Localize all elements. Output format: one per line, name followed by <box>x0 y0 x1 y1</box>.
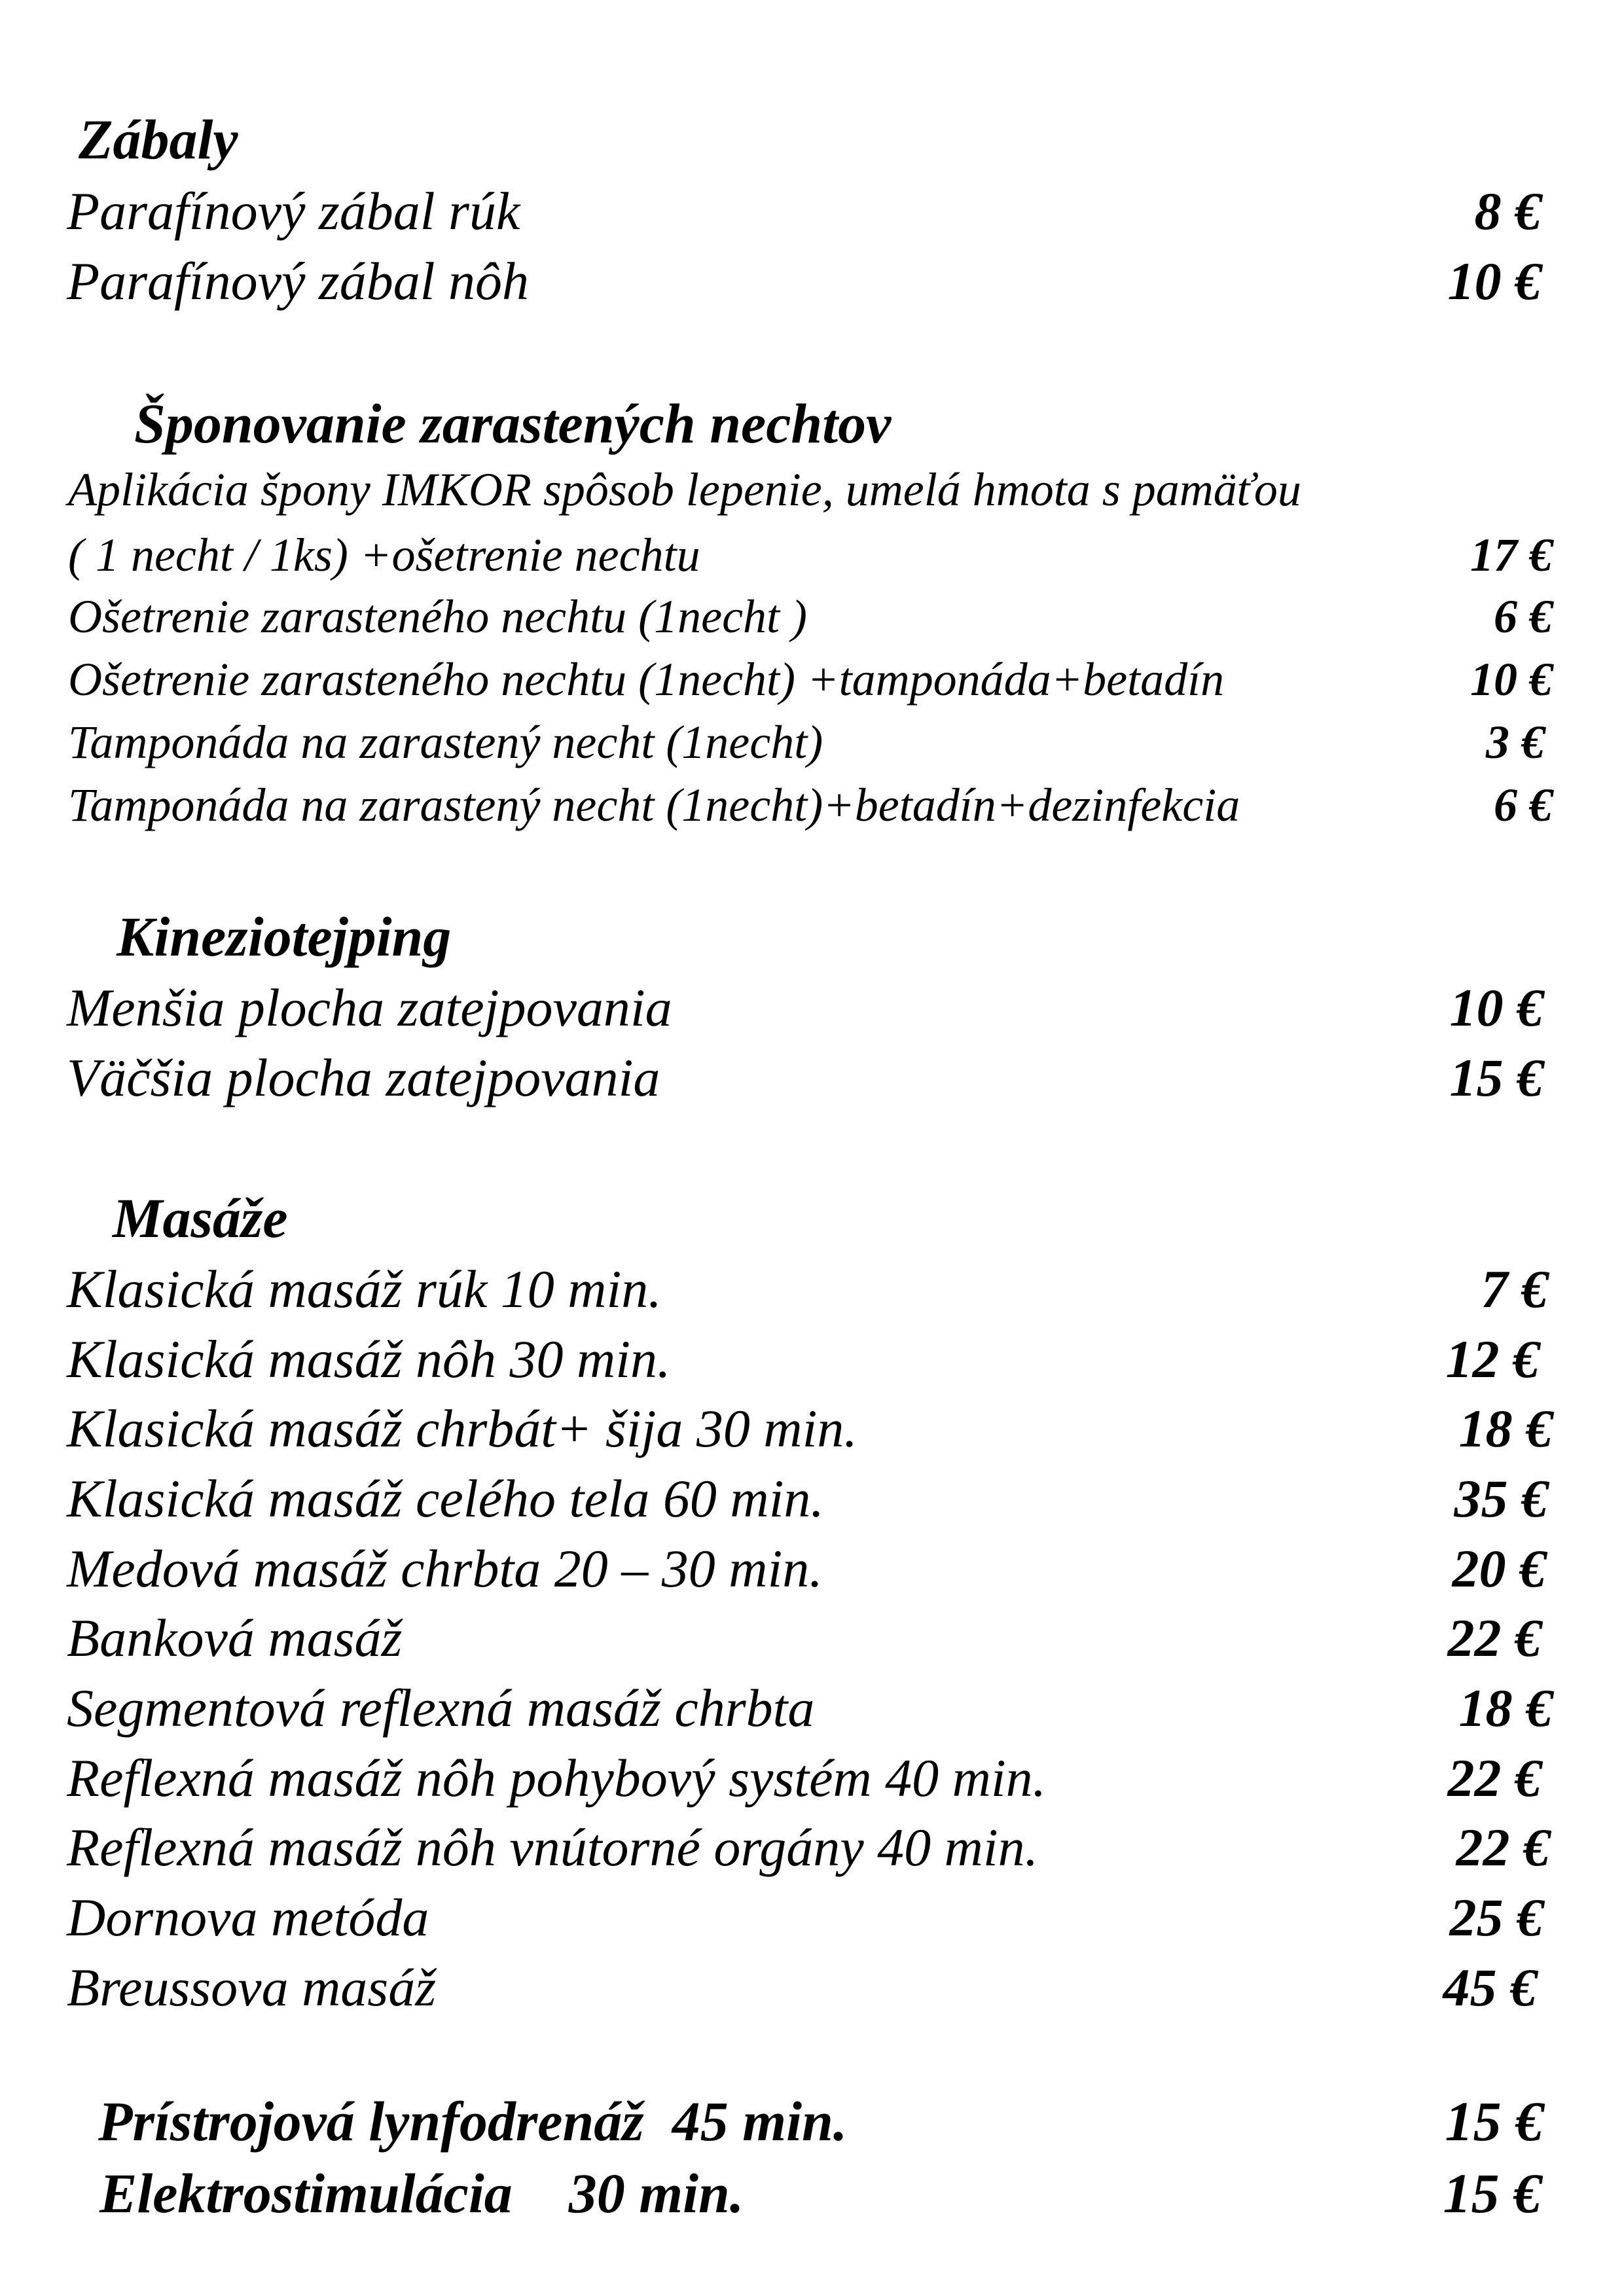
service-price: 22 € <box>1456 1818 1550 1877</box>
service-price-bold: 15 € <box>1445 2090 1543 2153</box>
service-price: 3 € <box>1486 716 1545 768</box>
service-name-bold: Elektrostimulácia 30 min. <box>99 2162 744 2225</box>
service-price: 7 € <box>1481 1259 1548 1319</box>
service-price: 25 € <box>1449 1888 1543 1947</box>
section-intro: Aplikácia špony IMKOR spôsob lepenie, umelá hmota s pamäťou <box>68 463 1301 516</box>
service-price: 10 € <box>1447 251 1542 311</box>
service-price: 6 € <box>1494 779 1553 831</box>
service-name: Klasická masáž celého tela 60 min. <box>67 1469 824 1528</box>
section-title-kineziotejping: Kineziotejping <box>117 905 452 968</box>
service-price: 10 € <box>1470 653 1553 706</box>
service-name: Tamponáda na zarastený necht (1necht) <box>68 716 823 768</box>
service-name: Parafínový zábal rúk <box>67 181 520 241</box>
service-price-bold: 15 € <box>1443 2162 1542 2225</box>
service-name: Väčšia plocha zatejpovania <box>67 1048 660 1107</box>
service-name: Ošetrenie zarasteného nechtu (1necht) +tamponáda+betadín <box>68 653 1225 706</box>
section-title-zabaly: Zábaly <box>79 108 238 171</box>
service-price: 18 € <box>1458 1678 1553 1738</box>
service-name: Menšia plocha zatejpovania <box>67 978 672 1037</box>
service-name: Klasická masáž chrbát+ šija 30 min. <box>67 1399 857 1458</box>
section-title-sponovanie: Šponovanie zarastených nechtov <box>134 392 892 455</box>
service-name: Tamponáda na zarastený necht (1necht)+betadín+dezinfekcia <box>68 779 1240 831</box>
service-name: Dornova metóda <box>67 1888 429 1947</box>
service-price: 10 € <box>1449 978 1543 1037</box>
service-name: Ošetrenie zarasteného nechtu (1necht ) <box>68 590 808 643</box>
service-price: 12 € <box>1445 1329 1540 1389</box>
service-name: Reflexná masáž nôh pohybový systém 40 min. <box>67 1748 1047 1808</box>
service-name: Klasická masáž rúk 10 min. <box>67 1259 662 1319</box>
service-name: Klasická masáž nôh 30 min. <box>67 1329 671 1389</box>
service-price: 8 € <box>1474 181 1542 241</box>
service-name: Segmentová reflexná masáž chrbta <box>67 1678 815 1738</box>
service-price: 22 € <box>1447 1748 1542 1808</box>
service-name: Reflexná masáž nôh vnútorné orgány 40 min. <box>67 1818 1039 1877</box>
service-name: Medová masáž chrbta 20 – 30 min. <box>67 1539 823 1598</box>
service-price: 45 € <box>1443 1958 1537 2017</box>
service-price: 20 € <box>1452 1539 1546 1598</box>
service-price: 18 € <box>1458 1399 1553 1458</box>
service-price: 17 € <box>1470 529 1553 581</box>
service-price: 6 € <box>1494 590 1553 643</box>
service-name: Banková masáž <box>67 1608 403 1668</box>
service-price: 22 € <box>1447 1608 1542 1668</box>
service-name-bold: Prístrojová lynfodrenáž 45 min. <box>98 2090 848 2153</box>
section-title-masaze: Masáže <box>113 1187 288 1249</box>
service-price: 15 € <box>1449 1048 1543 1107</box>
service-name: Breussova masáž <box>67 1958 437 2017</box>
service-name: Parafínový zábal nôh <box>67 251 530 311</box>
service-name: ( 1 necht / 1ks) +ošetrenie nechtu <box>68 529 700 581</box>
service-price: 35 € <box>1454 1469 1548 1528</box>
